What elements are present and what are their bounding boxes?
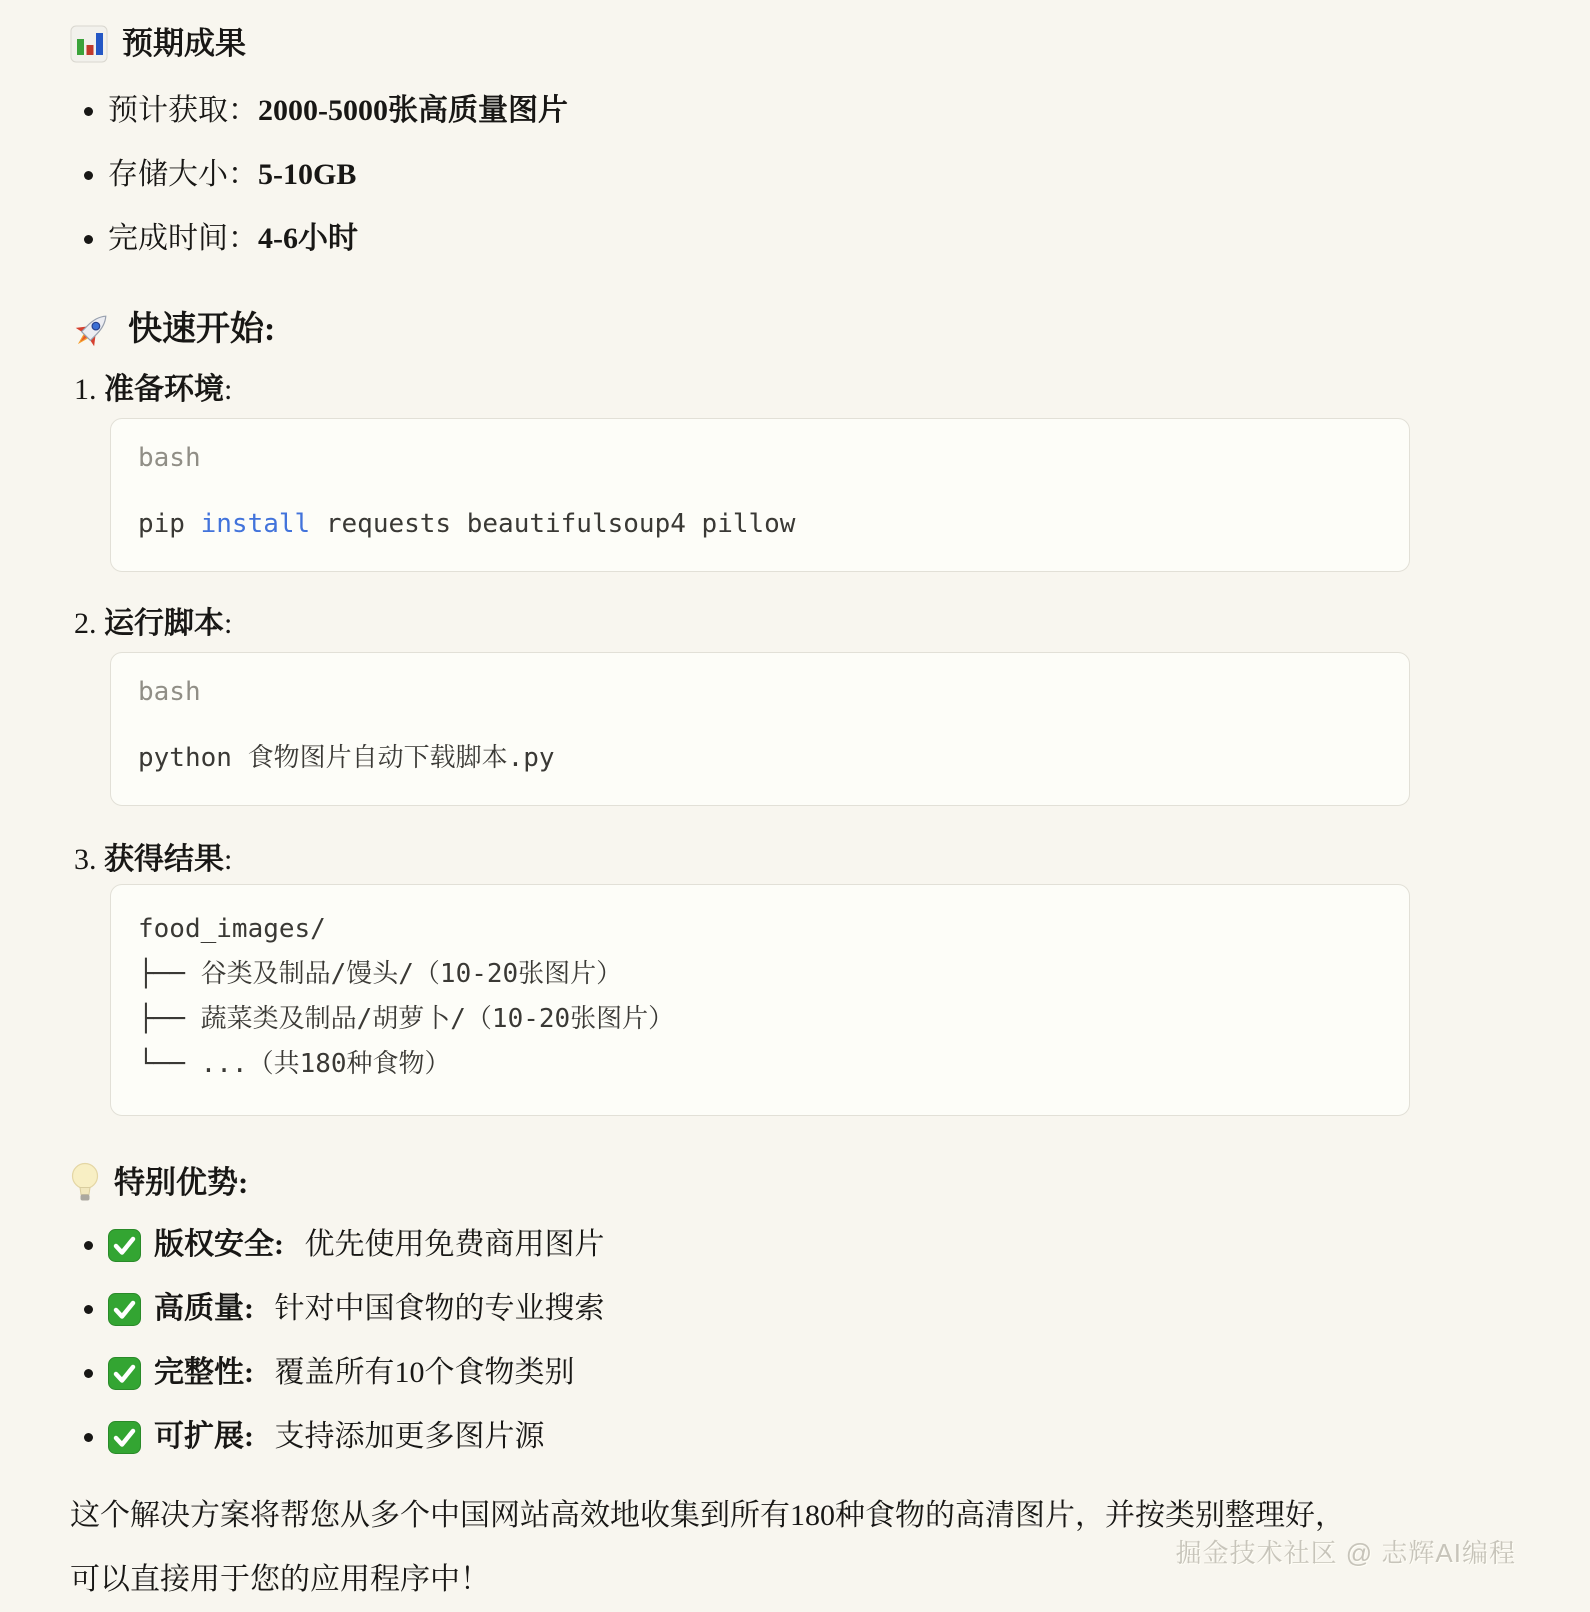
code-language-label: bash	[138, 677, 201, 707]
step-colon: :	[224, 843, 233, 876]
list-item	[70, 222, 1520, 256]
step-number: 3.	[74, 843, 97, 876]
rocket-icon	[70, 308, 114, 352]
step-label: 获得结果	[104, 843, 224, 876]
advantage-label: 版权安全:	[154, 1228, 284, 1261]
code-text: requests beautifulsoup4 pillow	[310, 509, 796, 539]
advantage-label: 高质量:	[154, 1292, 254, 1325]
step-prepare-env	[70, 374, 1520, 406]
advantage-label: 完整性:	[154, 1356, 254, 1389]
code-line: python 食物图片自动下载脚本.py	[138, 743, 555, 773]
list-item	[70, 1292, 1520, 1326]
step-label: 运行脚本	[104, 607, 224, 640]
check-mark-icon	[108, 1229, 141, 1262]
step-run-script	[70, 608, 1520, 640]
advantage-text: 针对中国食物的专业搜索	[267, 1292, 605, 1325]
tree-line: └── ...（共180种食物）	[138, 1049, 451, 1079]
list-item	[70, 1420, 1520, 1454]
step-colon: :	[224, 607, 233, 640]
closing-line: 可以直接用于您的应用程序中！	[70, 1563, 490, 1596]
advantages-list	[70, 1228, 1520, 1454]
item-value: 2000-5000张高质量图片	[258, 94, 568, 127]
advantage-text: 优先使用免费商用图片	[297, 1228, 605, 1261]
advantage-text: 支持添加更多图片源	[267, 1420, 545, 1453]
lightbulb-icon	[70, 1160, 100, 1206]
tree-line: ├── 谷类及制品/馒头/（10-20张图片）	[138, 959, 623, 989]
code-text: pip	[138, 509, 201, 539]
step-number: 2.	[74, 607, 97, 640]
step-get-results	[70, 844, 1520, 876]
code-line	[138, 509, 1383, 539]
list-item	[70, 158, 1520, 192]
advantage-text: 覆盖所有10个食物类别	[267, 1356, 575, 1389]
item-label: 预计获取：	[108, 94, 258, 127]
item-label: 完成时间：	[108, 222, 258, 255]
advantage-label: 可扩展:	[154, 1420, 254, 1453]
quick-start-heading	[70, 308, 1520, 352]
code-keyword: install	[200, 509, 311, 539]
code-block-run-script	[110, 652, 1410, 806]
expected-results-list	[70, 94, 1520, 256]
tree-line: food_images/	[138, 914, 326, 944]
expected-results-heading	[70, 24, 1520, 64]
list-item	[70, 94, 1520, 128]
step-label: 准备环境	[104, 373, 224, 406]
advantages-title: 特别优势:	[114, 1165, 249, 1200]
bar-chart-icon	[70, 25, 108, 63]
item-value: 5-10GB	[258, 158, 357, 191]
check-mark-icon	[108, 1421, 141, 1454]
code-language-label: bash	[138, 443, 201, 473]
expected-results-title: 预期成果	[122, 26, 246, 61]
step-number: 1.	[74, 373, 97, 406]
list-item	[70, 1356, 1520, 1390]
advantages-heading	[70, 1160, 1520, 1206]
code-block-file-tree	[110, 884, 1410, 1116]
quick-start-title: 快速开始:	[128, 311, 276, 348]
tree-line: ├── 蔬菜类及制品/胡萝卜/（10-20张图片）	[138, 1004, 675, 1034]
list-item	[70, 1228, 1520, 1262]
item-label: 存储大小：	[108, 158, 258, 191]
check-mark-icon	[108, 1293, 141, 1326]
step-colon: :	[224, 373, 233, 406]
check-mark-icon	[108, 1357, 141, 1390]
item-value: 4-6小时	[258, 222, 358, 255]
code-block-pip-install	[110, 418, 1410, 572]
closing-line: 这个解决方案将帮您从多个中国网站高效地收集到所有180种食物的高清图片，并按类别整理好，	[70, 1499, 1345, 1532]
watermark: 掘金技术社区 @ 志辉AI编程	[1175, 1538, 1516, 1568]
